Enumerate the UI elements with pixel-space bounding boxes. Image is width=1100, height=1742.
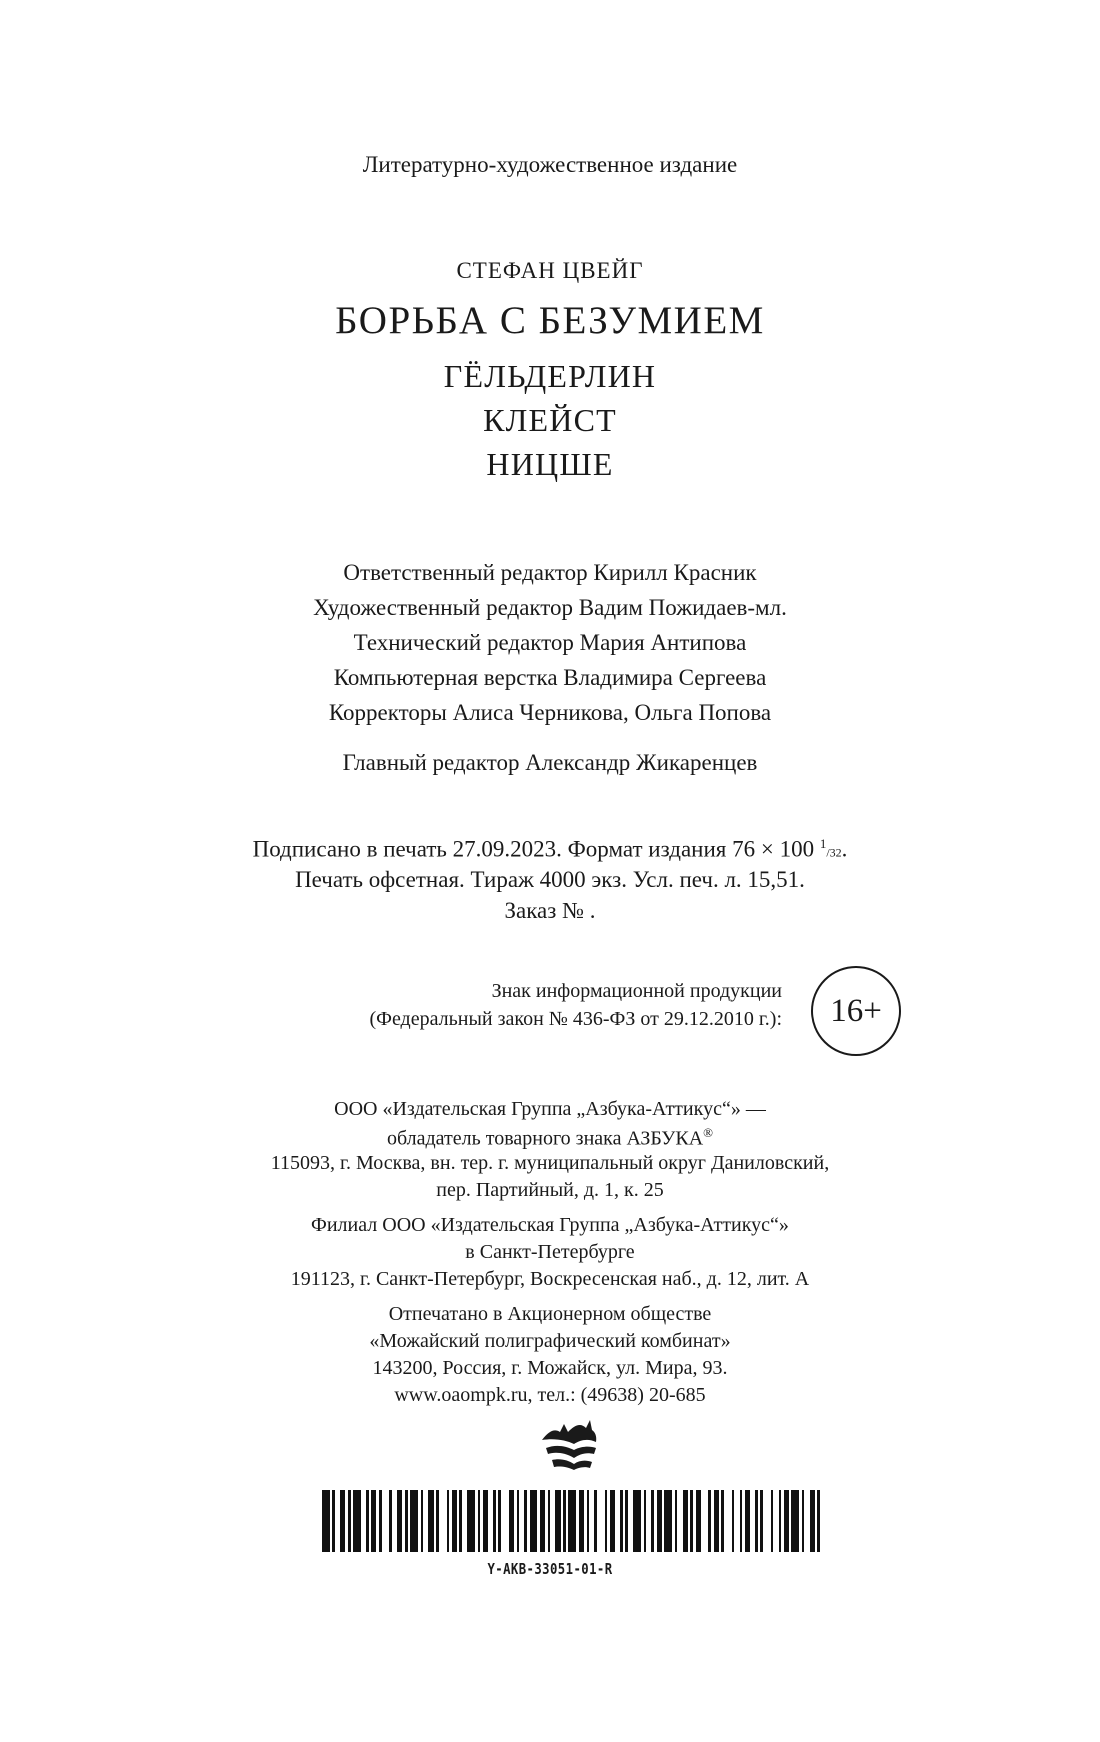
format-fraction-numerator: 1 <box>819 836 827 851</box>
barcode-bar <box>664 1490 672 1552</box>
age-rating-label: Знак информационной продукции <box>491 980 782 1002</box>
publisher-address-2: пер. Партийный, д. 1, к. 25 <box>436 1179 664 1201</box>
imprint-line-1-end: . <box>841 836 848 862</box>
printer-contacts: www.oaompk.ru, тел.: (49638) 20-685 <box>394 1384 706 1406</box>
publisher-logo-icon <box>540 1418 598 1470</box>
credit-technical-editor: Технический редактор Мария Антипова <box>353 630 747 655</box>
publisher-trademark-text: обладатель товарного знака АЗБУКА <box>386 1127 704 1150</box>
barcode-bar <box>322 1490 330 1552</box>
barcode-gap <box>763 1490 771 1552</box>
age-rating-badge: 16+ <box>811 966 901 1056</box>
barcode-gap <box>701 1490 709 1552</box>
imprint-line-1 <box>0 836 1100 863</box>
printer-line-1: Отпечатано в Акционерном обществе <box>388 1303 712 1325</box>
barcode-icon <box>322 1490 828 1552</box>
chief-editor: Главный редактор Александр Жикаренцев <box>342 750 758 775</box>
imprint-order-number: Заказ № . <box>504 898 596 923</box>
barcode-gap <box>820 1490 828 1552</box>
credit-responsible-editor: Ответственный редактор Кирилл Красник <box>343 560 757 585</box>
subtitle-nietzsche: НИЦШЕ <box>486 446 614 482</box>
credit-art-editor: Художественный редактор Вадим Пожидаев-мл. <box>313 595 787 620</box>
barcode-label: Y-AKB-33051-01-R <box>487 1560 613 1578</box>
imprint-line-2: Печать офсетная. Тираж 4000 экз. Усл. печ. л. 15,51. <box>295 867 805 892</box>
barcode-bar <box>633 1490 641 1552</box>
barcode-bar <box>791 1490 799 1552</box>
publisher-address-1: 115093, г. Москва, вн. тер. г. муниципальный округ Даниловский, <box>270 1152 830 1174</box>
edition-type: Литературно-художественное издание <box>362 152 738 177</box>
credit-layout: Компьютерная верстка Владимира Сергеева <box>333 665 767 690</box>
imprint-line-1-text: Подписано в печать 27.09.2023. Формат издания 76 × 100 <box>252 836 820 862</box>
age-rating-law: (Федеральный закон № 436-ФЗ от 29.12.2010 г.): <box>369 1008 782 1030</box>
branch-line-2: в Санкт-Петербурге <box>465 1241 635 1263</box>
barcode-gap <box>439 1490 447 1552</box>
subtitle-kleist: КЛЕЙСТ <box>483 402 617 438</box>
barcode-gap <box>382 1490 390 1552</box>
credit-proofreaders: Корректоры Алиса Черникова, Ольга Попова <box>328 700 772 725</box>
author-name: СТЕФАН ЦВЕЙГ <box>456 258 644 283</box>
book-title: БОРЬБА С БЕЗУМИЕМ <box>335 299 765 342</box>
barcode-gap <box>597 1490 605 1552</box>
barcode-bar <box>353 1490 361 1552</box>
barcode-bar <box>467 1490 475 1552</box>
barcode-bar <box>530 1490 538 1552</box>
registered-mark: ® <box>703 1125 714 1140</box>
age-rating-block <box>0 966 1100 1062</box>
barcode-gap <box>501 1490 509 1552</box>
barcode-bar <box>410 1490 418 1552</box>
publisher-line-1: ООО «Издательская Группа „Азбука-Аттикус“» — <box>334 1098 766 1120</box>
format-fraction-denominator: /32 <box>826 845 842 860</box>
barcode-bar <box>568 1490 576 1552</box>
branch-address: 191123, г. Санкт-Петербург, Воскресенская наб., д. 12, лит. А <box>290 1268 810 1290</box>
printer-line-2: «Можайский полиграфический комбинат» <box>369 1330 731 1352</box>
publisher-line-2 <box>0 1125 1100 1151</box>
barcode-gap <box>724 1490 732 1552</box>
subtitle-hoelderlin: ГЁЛЬДЕРЛИН <box>443 358 657 394</box>
printer-address: 143200, Россия, г. Можайск, ул. Мира, 93. <box>372 1357 728 1379</box>
branch-line-1: Филиал ООО «Издательская Группа „Азбука-Аттикус“» <box>311 1214 789 1236</box>
